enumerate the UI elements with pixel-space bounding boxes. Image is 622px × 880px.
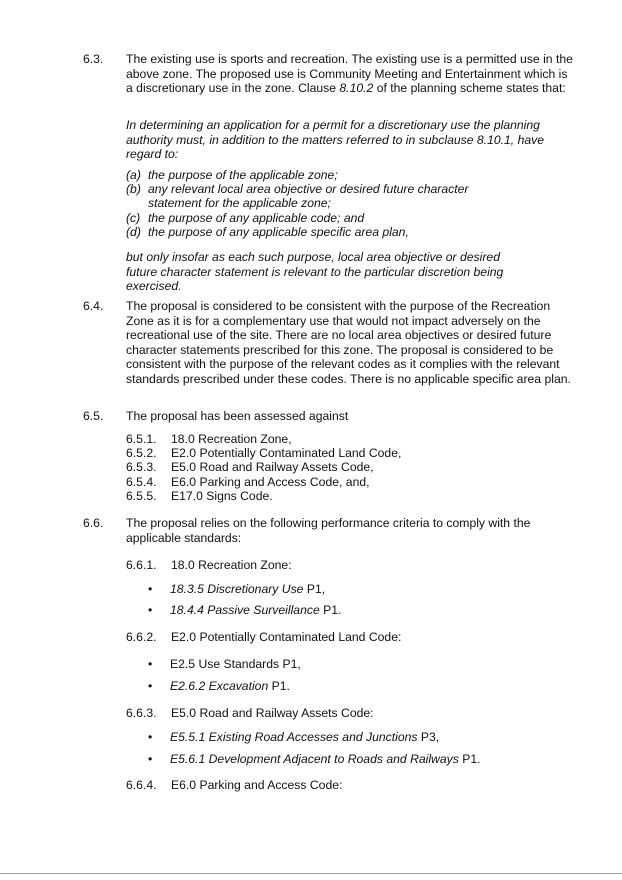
item-text: E5.0 Road and Railway Assets Code, xyxy=(171,460,374,474)
bullet-icon: • xyxy=(148,679,153,693)
quote-item-label: (b) xyxy=(126,182,141,196)
group-number: 6.6.1. xyxy=(126,558,157,572)
section-6-6-text: The proposal relies on the following performance criteria to comply with the applicable standards: xyxy=(126,516,531,545)
quote-item-text: the purpose of any applicable specific area plan, xyxy=(148,225,409,239)
group-number: 6.6.3. xyxy=(126,706,157,720)
item-text: 18.0 Recreation Zone, xyxy=(171,432,292,446)
group-title: E2.0 Potentially Contaminated Land Code: xyxy=(171,630,402,644)
criteria-ref: E5.6.1 Development Adjacent to Roads and Railways xyxy=(170,752,459,766)
criteria-group-title xyxy=(126,778,342,792)
section-6-5-text: The proposal has been assessed against xyxy=(126,409,349,423)
bullet-icon: • xyxy=(148,752,153,766)
quote-item-text: any relevant local area objective or desired future character xyxy=(148,182,469,196)
criteria-bullet xyxy=(170,603,341,617)
criteria-group-title xyxy=(126,558,292,572)
quote-item-a xyxy=(126,168,574,183)
item-number: 6.5.2. xyxy=(126,446,157,460)
criteria-suffix: P1. xyxy=(319,603,342,617)
criteria-group-title xyxy=(126,630,401,644)
assessment-item xyxy=(126,446,401,460)
item-number: 6.5.3. xyxy=(126,460,157,474)
quote-item-label: (a) xyxy=(126,168,141,182)
bullet-icon: • xyxy=(148,582,153,596)
group-title: 18.0 Recreation Zone: xyxy=(171,558,292,572)
quote-intro: In determining an application for a permit for a discretionary use the planning authority must, in addition to the matters referred to in subclause 8.10.1, have regard to: xyxy=(126,118,544,162)
item-text: E6.0 Parking and Access Code, and, xyxy=(171,475,370,489)
assessment-item xyxy=(126,475,370,489)
criteria-suffix: E2.5 Use Standards P1, xyxy=(170,657,301,671)
bullet-icon: • xyxy=(148,730,153,744)
quote-item-b xyxy=(126,182,574,197)
group-title: E6.0 Parking and Access Code: xyxy=(171,778,343,792)
item-number: 6.5.5. xyxy=(126,489,157,503)
section-number-6-6: 6.6. xyxy=(83,516,104,530)
criteria-suffix: P1, xyxy=(303,582,326,596)
group-number: 6.6.4. xyxy=(126,778,157,792)
group-title: E5.0 Road and Railway Assets Code: xyxy=(171,706,374,720)
section-6-3-text xyxy=(126,52,574,96)
criteria-bullet xyxy=(170,657,301,671)
item-number: 6.5.4. xyxy=(126,475,157,489)
section-number-6-4: 6.4. xyxy=(83,299,104,313)
criteria-bullet xyxy=(170,730,439,744)
quote-close: but only insofar as each such purpose, local area objective or desired future character statement is relevant to the particular discretion being exercised. xyxy=(126,250,504,294)
criteria-ref: E5.5.1 Existing Road Accesses and Junctions xyxy=(170,730,418,744)
clause-reference: 8.10.2 xyxy=(339,81,374,96)
criteria-suffix: P3, xyxy=(417,730,440,744)
section-6-4-text: The proposal is considered to be consistent with the purpose of the Recreation Zone as it is for a complementary use that would not impact adversely on the recreational use of the site. There are no local area objectives or desired future character statements prescribed for this zone. The proposal is considered to be consistent with the purpose of the relevant codes as it complies with the relevant standards prescribed under these codes. There is no applicable specific area plan. xyxy=(126,299,571,386)
quote-item-c xyxy=(126,211,574,226)
criteria-bullet xyxy=(170,752,481,766)
section-number-6-5: 6.5. xyxy=(83,409,104,423)
criteria-suffix: P1. xyxy=(268,679,290,693)
criteria-bullet xyxy=(170,582,325,596)
criteria-ref: E2.6.2 Excavation xyxy=(170,679,269,693)
assessment-item xyxy=(126,489,273,503)
section-6-3-body: The existing use is sports and recreation. The existing use is a permitted use in the above zone. The proposed use is Community Meeting and Entertainment which is a discretionary use in the zone. Clause xyxy=(126,52,573,96)
quote-item-d xyxy=(126,225,574,240)
page-bottom-divider xyxy=(0,873,622,874)
criteria-bullet xyxy=(170,679,290,693)
quote-item-text: the purpose of the applicable zone; xyxy=(148,168,338,182)
bullet-icon: • xyxy=(148,657,153,671)
quote-item-b-continued: statement for the applicable zone; xyxy=(148,196,331,210)
quote-item-label: (d) xyxy=(126,225,141,239)
item-text: E17.0 Signs Code. xyxy=(171,489,273,503)
assessment-item xyxy=(126,460,374,474)
bullet-icon: • xyxy=(148,603,153,617)
criteria-group-title xyxy=(126,706,374,720)
group-number: 6.6.2. xyxy=(126,630,157,644)
item-text: E2.0 Potentially Contaminated Land Code, xyxy=(171,446,402,460)
criteria-ref: 18.3.5 Discretionary Use xyxy=(170,582,304,596)
section-6-3-body-after: of the planning scheme states that: xyxy=(376,81,566,96)
section-number-6-3: 6.3. xyxy=(83,52,104,66)
criteria-ref: 18.4.4 Passive Surveillance xyxy=(170,603,320,617)
item-number: 6.5.1. xyxy=(126,432,157,446)
criteria-suffix: P1. xyxy=(458,752,481,766)
quote-item-text: the purpose of any applicable code; and xyxy=(148,211,365,225)
quote-item-label: (c) xyxy=(126,211,141,225)
assessment-item xyxy=(126,432,292,446)
